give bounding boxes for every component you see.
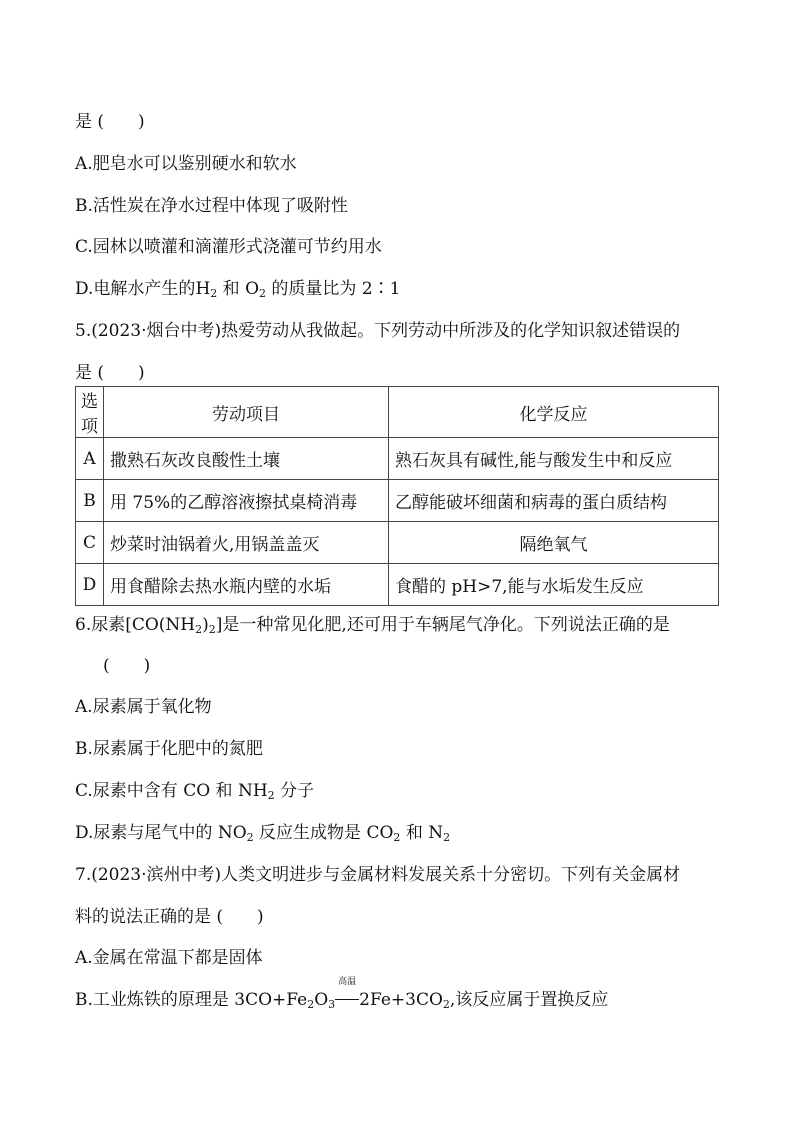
table-header-row <box>76 387 719 438</box>
q4-option-a: A.肥皂水可以鉴别硬水和软水 <box>75 154 297 174</box>
cell-project: 用 75%的乙醇溶液擦拭桌椅消毒 <box>104 480 389 522</box>
reaction-condition-equals <box>335 977 359 1010</box>
q7-stem: 7.(2023·滨州中考)人类文明进步与金属材料发展关系十分密切。下列有关金属材 <box>75 865 681 885</box>
q4-option-b: B.活性炭在净水过程中体现了吸附性 <box>75 196 348 216</box>
header-project: 劳动项目 <box>104 387 389 438</box>
table-row <box>76 564 719 606</box>
cell-reaction: 食醋的 pH>7,能与水垢发生反应 <box>389 564 719 606</box>
q6-option-a: A.尿素属于氧化物 <box>75 697 212 717</box>
cell-option: C <box>76 522 104 564</box>
q6-stem: 6.尿素$[CO(NH_2)_2]$是一种常见化肥,还可用于车辆尾气净化。下列说法正确的是 <box>75 615 670 636</box>
header-option: 选项 <box>76 387 104 438</box>
q4-stem-tail: 是 ( ) <box>75 112 145 132</box>
cell-option: B <box>76 480 104 522</box>
q5-stem-tail: 是 ( ) <box>75 363 145 383</box>
q7-option-b: B.工业炼铁的原理是 $3CO+Fe_2O_3$ 高温 $2Fe+3CO_2$,该反应属于置换反应 <box>75 985 608 1010</box>
answer-paren[interactable]: ( ) <box>97 363 145 383</box>
q6-option-c: C.尿素中含有 CO 和 $NH_2$ 分子 <box>75 781 315 802</box>
cell-project: 撒熟石灰改良酸性土壤 <box>104 438 389 480</box>
answer-paren[interactable]: ( ) <box>216 907 264 927</box>
equals-bar <box>335 999 359 1000</box>
q4-option-c: C.园林以喷灌和滴灌形式浇灌可节约用水 <box>75 237 382 257</box>
condition-label: 高温 <box>338 977 357 987</box>
q7-stem-tail: 料的说法正确的是 ( ) <box>75 907 264 927</box>
q5-stem: 5.(2023·烟台中考)热爱劳动从我做起。下列劳动中所涉及的化学知识叙述错误的 <box>75 321 681 341</box>
cell-reaction: 乙醇能破坏细菌和病毒的蛋白质结构 <box>389 480 719 522</box>
cell-option: A <box>76 438 104 480</box>
cell-option: D <box>76 564 104 606</box>
q6-option-b: B.尿素属于化肥中的氮肥 <box>75 739 263 759</box>
q4-option-d: D.电解水产生的$H_2$ 和 $O_2$ 的质量比为 2∶1 <box>75 279 401 300</box>
cell-reaction: 隔绝氧气 <box>389 522 719 564</box>
answer-paren[interactable]: ( ) <box>97 112 145 132</box>
table-row <box>76 438 719 480</box>
q6-option-d: D.尿素与尾气中的 $NO_2$ 反应生成物是 $CO_2$ 和 $N_2$ <box>75 823 451 844</box>
q7-option-a: A.金属在常温下都是固体 <box>75 948 263 968</box>
table-row <box>76 480 719 522</box>
header-reaction: 化学反应 <box>389 387 719 438</box>
cell-reaction: 熟石灰具有碱性,能与酸发生中和反应 <box>389 438 719 480</box>
table-row <box>76 522 719 564</box>
cell-project: 炒菜时油锅着火,用锅盖盖灭 <box>104 522 389 564</box>
cell-project: 用食醋除去热水瓶内壁的水垢 <box>104 564 389 606</box>
answer-paren[interactable]: ( ) <box>103 656 151 676</box>
q5-table <box>75 386 719 606</box>
